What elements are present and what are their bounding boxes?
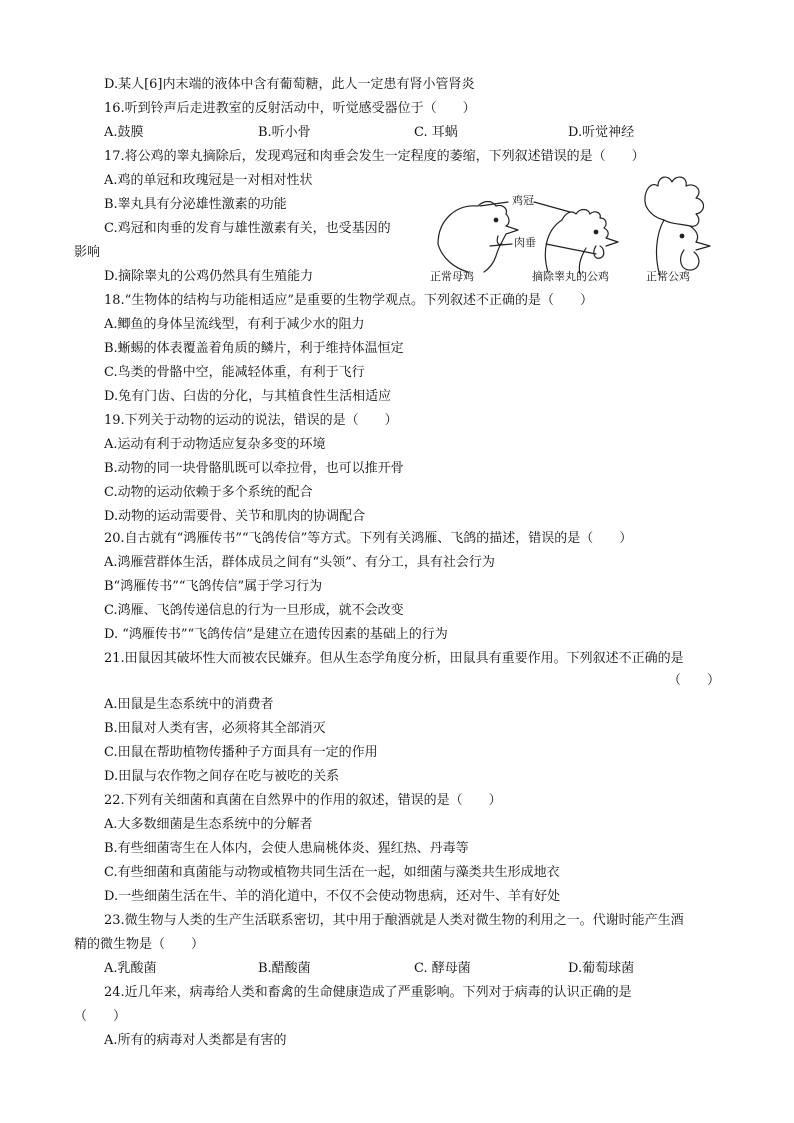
q23-stem: 23.微生物与人类的生产生活联系密切，其中用于酿酒就是人类对微生物的利用之一。代谢时能产生酒 <box>104 913 684 928</box>
label-wattle: 肉垂 <box>514 236 536 249</box>
q22-stem: 22.下列有关细菌和真菌在自然界中的作用的叙述，错误的是（ ） <box>104 793 502 808</box>
q21-option-c: C.田鼠在帮助植物传播种子方面具有一定的作用 <box>104 745 378 760</box>
q21-stem: 21.田鼠因其破坏性大而被农民嫌弃。但从生态学角度分析，田鼠具有重要作用。下列叙述不正确的是 <box>104 651 684 666</box>
q18-option-a: A.鲫鱼的身体呈流线型，有利于减少水的阻力 <box>104 317 365 332</box>
q22-option-a: A.大多数细菌是生态系统中的分解者 <box>104 817 313 832</box>
q16-option-c: C. 耳蜗 <box>414 125 458 140</box>
q18-option-d: D.兔有门齿、臼齿的分化，与其植食性生活相适应 <box>104 389 392 404</box>
q20-option-c: C.鸿雁、飞鸽传递信息的行为一旦形成，就不会改变 <box>104 603 404 618</box>
q17-option-a: A.鸡的单冠和玫瑰冠是一对相对性状 <box>104 173 313 188</box>
q23-option-c: C. 酵母菌 <box>414 961 471 976</box>
q19-option-b: B.动物的同一块骨骼肌既可以牵拉骨，也可以推开骨 <box>104 461 404 476</box>
q17-stem: 17.将公鸡的睾丸摘除后，发现鸡冠和肉垂会发生一定程度的萎缩，下列叙述错误的是（ ） <box>104 149 645 164</box>
q23-option-a: A.乳酸菌 <box>104 961 157 976</box>
q16-stem: 16.听到铃声后走进教室的反射活动中，听觉感受器位于（ ） <box>104 101 476 116</box>
q17-option-c-cont: 影响 <box>74 245 101 260</box>
q21-option-b: B.田鼠对人类有害，必须将其全部消灭 <box>104 721 326 736</box>
caption-castrated-rooster: 摘除睾丸的公鸡 <box>532 270 609 283</box>
q23-stem-cont: 精的微生物是（ ） <box>74 937 205 952</box>
q23-option-d: D.葡萄球菌 <box>568 961 635 976</box>
q20-option-b: B“鸿雁传书”“飞鸽传信”属于学习行为 <box>104 579 323 594</box>
q19-option-a: A.运动有利于动物适应复杂多变的环境 <box>104 437 326 452</box>
q16-option-b: B.听小骨 <box>258 125 311 140</box>
q19-stem: 19.下列关于动物的运动的说法，错误的是（ ） <box>104 413 398 428</box>
q21-option-d: D.田鼠与农作物之间存在吃与被吃的关系 <box>104 769 340 784</box>
q16-option-a: A.鼓膜 <box>104 125 144 140</box>
q20-option-a: A.鸿雁营群体生活，群体成员之间有“头领”、有分工，具有社会行为 <box>104 555 495 570</box>
q17-option-b: B.睾丸具有分泌雄性激素的功能 <box>104 197 287 212</box>
q17-option-d: D.摘除睾丸的公鸡仍然具有生殖能力 <box>104 269 314 284</box>
q18-stem: 18.“生物体的结构与功能相适应”是重要的生物学观点。下列叙述不正确的是（ ） <box>104 293 593 308</box>
q18-option-b: B.蜥蜴的体表覆盖着角质的鳞片，利于维持体温恒定 <box>104 341 404 356</box>
q24-option-a: A.所有的病毒对人类都是有害的 <box>104 1033 287 1048</box>
q19-option-c: C.动物的运动依赖于多个系统的配合 <box>104 485 313 500</box>
label-comb: 鸡冠 <box>512 194 534 207</box>
caption-normal-hen: 正常母鸡 <box>430 270 474 283</box>
q17-option-c: C.鸡冠和肉垂的发育与雄性激素有关，也受基因的 <box>104 221 391 236</box>
q16-option-d: D.听觉神经 <box>568 125 635 140</box>
caption-normal-rooster: 正常公鸡 <box>646 270 690 283</box>
q22-option-c: C.有些细菌和真菌能与动物或植物共同生活在一起，如细菌与藻类共生形成地衣 <box>104 865 560 880</box>
q22-option-d: D.一些细菌生活在牛、羊的消化道中，不仅不会使动物患病，还对牛、羊有好处 <box>104 889 561 904</box>
q22-option-b: B.有些细菌寄生在人体内，会使人患扁桃体炎、猩红热、丹毒等 <box>104 841 469 856</box>
chicken-figure <box>420 172 720 290</box>
q15-option-d: D.某人[6]内末端的液体中含有葡萄糖，此人一定患有肾小管肾炎 <box>104 77 475 92</box>
q19-option-d: D.动物的运动需要骨、关节和肌肉的协调配合 <box>104 509 366 524</box>
q24-stem: 24.近几年来，病毒给人类和畜禽的生命健康造成了严重影响。下列对于病毒的认识正确的是 <box>104 985 632 1000</box>
q20-option-d: D. “鸿雁传书”“飞鸽传信”是建立在遗传因素的基础上的行为 <box>104 627 448 642</box>
q21-option-a: A.田鼠是生态系统中的消费者 <box>104 697 274 712</box>
q24-stem-cont: （ ） <box>74 1009 127 1024</box>
q18-option-c: C.鸟类的骨骼中空，能减轻体重，有利于飞行 <box>104 365 365 380</box>
q21-answer-paren: （ ） <box>668 673 721 688</box>
q23-option-b: B.醋酸菌 <box>258 961 311 976</box>
q20-stem: 20.自古就有“鸿雁传书”“飞鸽传信”等方式。下列有关鸿雁、飞鸽的描述，错误的是（ ） <box>104 531 633 546</box>
